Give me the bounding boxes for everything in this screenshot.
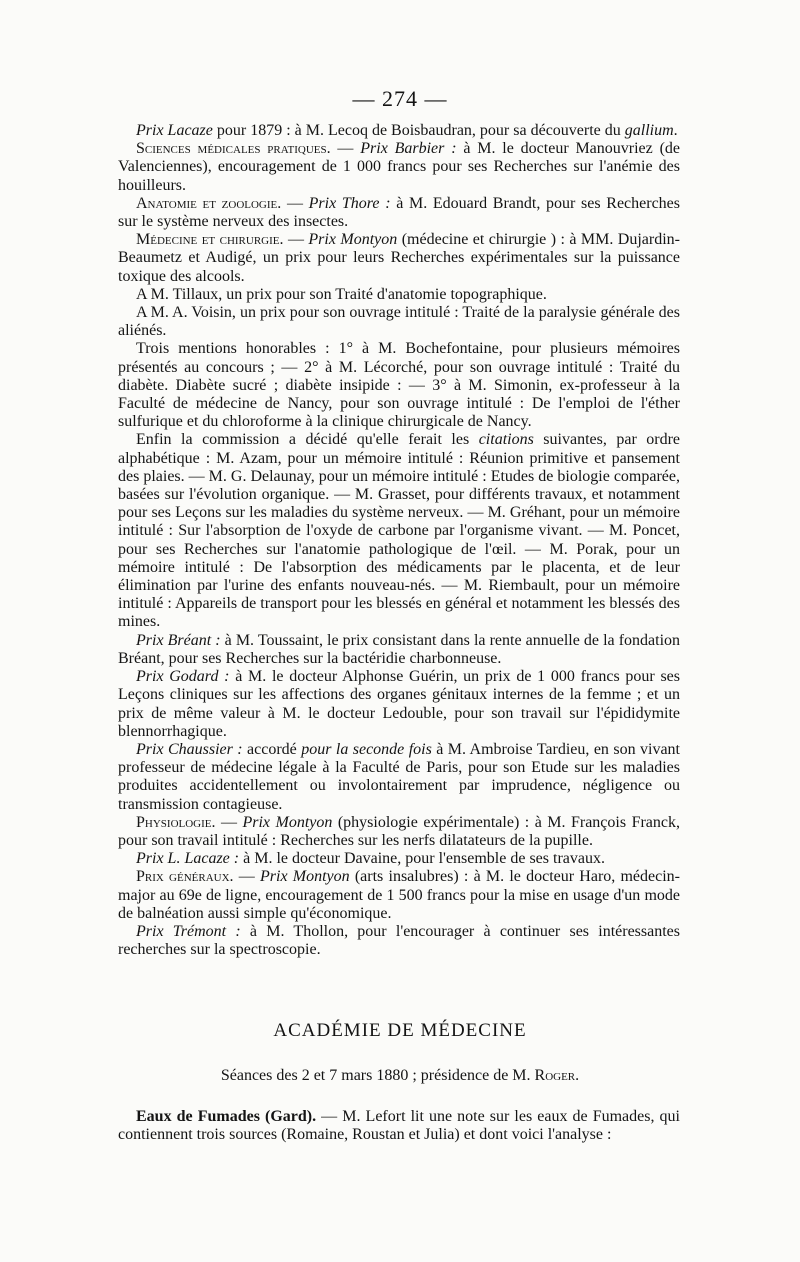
paragraph: A M. A. Voisin, un prix pour son ouvrage intitulé : Traité de la paralysie générale des aliénés.: [118, 304, 680, 340]
paragraph: Prix Godard : à M. le docteur Alphonse Guérin, un prix de 1 000 francs pour ses Leçons cliniques sur les affections des organes génitaux internes de la femme ; et un prix de même valeur à M. le docteur Ledouble, pour son travail sur l'épididymite blennorrhagique.: [118, 668, 680, 740]
paragraph: Trois mentions honorables : 1° à M. Bochefontaine, pour plusieurs mémoires présentés au concours ; — 2° à M. Lécorché, pour son ouvrage intitulé : Traité du diabète. Diabète sucré ; diabète insipide : — 3° à M. Simonin, ex-professeur à la Faculté de médecine de Nancy, pour son ouvrage intitulé : De l'emploi de l'éther sulfurique et du chloroforme à la clinique chirurgicale de Nancy.: [118, 340, 680, 431]
paragraph: Prix Bréant : à M. Toussaint, le prix consistant dans la rente annuelle de la fondation Bréant, pour ses Recherches sur la bactéridie charbonneuse.: [118, 631, 681, 667]
session-line: Séances des 2 et 7 mars 1880 ; présidence de M. Roger.: [220, 1067, 580, 1084]
paragraph: Enfin la commission a décidé qu'elle ferait les citations suivantes, par ordre alphabétique : M. Azam, pour un mémoire intitulé : Réunion primitive et pansement des plaies. — M. G. Delaunay, pour un mémoire intitulé : Etudes de biologie comparée, basées sur l'évolution organique. — M. Grasset, pour différents travaux, et notamment pour ses Leçons sur les maladies du système nerveux. — M. Gréhant, pour un mémoire intitulé : Sur l'absorption de l'oxyde de carbone par l'organisme vivant. — M. Poncet, pour ses Recherches sur l'anatomie pathologique de l'œil. — M. Porak, pour un mémoire intitulé : De l'absorption des médicaments par le placenta, et de leur élimination par l'urine des enfants nouveau-nés. — M. Riembault, pour un mémoire intitulé : Appareils de transport pour les blessés en général et notamment les blessés des mines.: [118, 431, 681, 631]
body-text: [118, 122, 680, 959]
paragraph: Anatomie et zoologie. — Prix Thore : à M. Edouard Brandt, pour ses Recherches sur le système nerveux des insectes.: [118, 194, 681, 231]
paragraph: Physiologie. — Prix Montyon (physiologie expérimentale) : à M. François Franck, pour son travail intitulé : Recherches sur les nerfs dilatateurs de la pupille.: [118, 813, 680, 849]
page-number: — 274 —: [352, 86, 448, 111]
paragraph: Prix Chaussier : accordé pour la seconde fois à M. Ambroise Tardieu, en son vivant professeur de médecine légale à la Faculté de Paris, pour son Etude sur les maladies produites accidentellement ou involontairement par imprudence, négligence ou transmission contagieuse.: [118, 740, 680, 813]
paragraph: Prix Lacaze pour 1879 : à M. Lecoq de Boisbaudran, pour sa découverte du gallium.: [136, 122, 678, 139]
paragraph: Prix Trémont : à M. Thollon, pour l'encourager à continuer ses intéressantes recherches sur la spectroscopie.: [118, 922, 681, 959]
paragraph: Prix généraux. — Prix Montyon (arts insalubres) : à M. le docteur Haro, médecin-major au 69e de ligne, encouragement de 1 500 francs pour la mise en usage d'un mode de balnéation aussi simple qu'économique.: [118, 868, 681, 922]
paragraph: Sciences médicales pratiques. — Prix Barbier : à M. le docteur Manouvriez (de Valenciennes), encouragement de 1 000 francs pour ses Recherches sur l'anémie des houilleurs.: [118, 140, 681, 194]
section-body: [118, 1108, 680, 1144]
section-heading: ACADÉMIE DE MÉDECINE: [273, 1020, 527, 1041]
paragraph: Eaux de Fumades (Gard). — M. Lefort lit une note sur les eaux de Fumades, qui contiennent trois sources (Romaine, Roustan et Julia) et dont voici l'analyse :: [118, 1108, 680, 1144]
paragraph: Prix L. Lacaze : à M. le docteur Davaine, pour l'ensemble de ses travaux.: [136, 850, 605, 868]
paragraph: Médecine et chirurgie. — Prix Montyon (médecine et chirurgie ) : à MM. Dujardin-Beaumetz et Audigé, un prix pour leurs Recherches expérimentales sur la puissance toxique des alcools.: [118, 231, 681, 285]
paragraph: A M. Tillaux, un prix pour son Traité d'anatomie topographique.: [136, 285, 547, 303]
